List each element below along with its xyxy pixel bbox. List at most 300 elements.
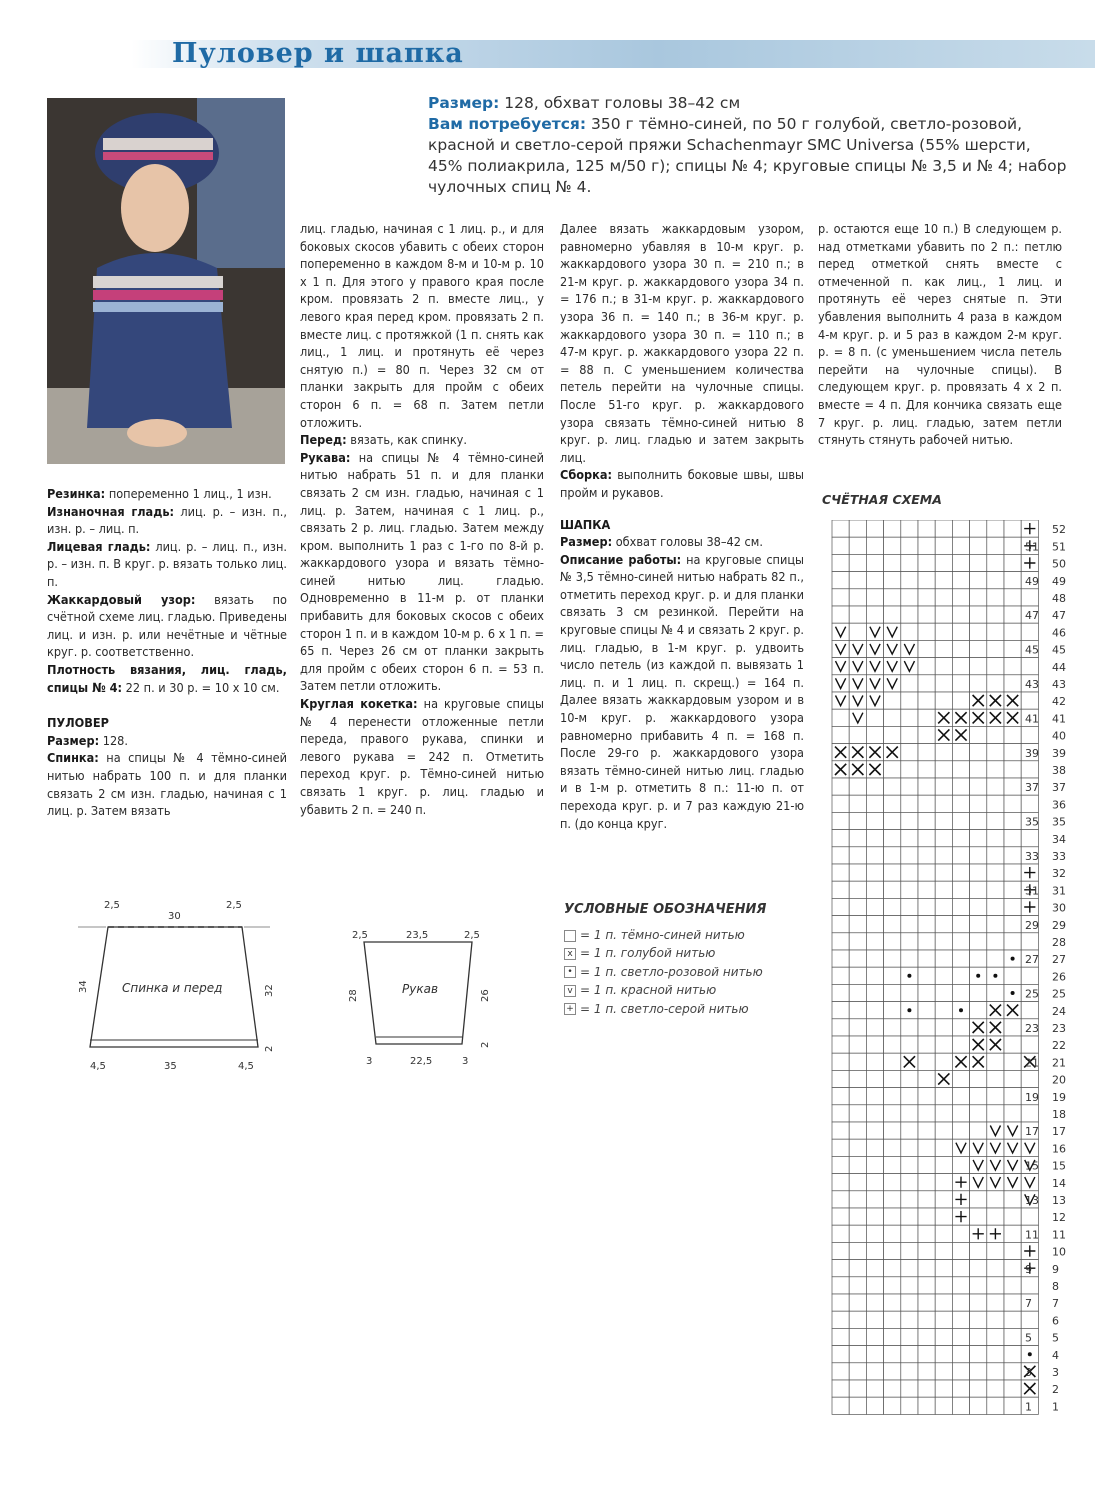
chart-cell — [970, 623, 987, 640]
chart-row-number: 14 — [1052, 1176, 1066, 1190]
chart-cell — [918, 881, 935, 898]
scheme-title: СЧЁТНАЯ СХЕМА — [822, 492, 942, 507]
chart-cell — [832, 1019, 849, 1036]
chart-cell — [970, 830, 987, 847]
chart-cell — [952, 675, 969, 692]
chart-cell — [918, 1208, 935, 1225]
chart-cell — [832, 554, 849, 571]
hat-desc-text: на круговые спицы № 3,5 тёмно-синей нитью набрать 82 п., отметить переход круг. р. и для планки связать 3 см резинкой. Перейти на круговые спицы № 4 и связать 2 круг. р. лиц. гладью, в 1-м круг. р. удвоить число петель (из каждой п. вывязать 1 лиц. п. и 1 лиц. п. скрещ.) = 164 п. Далее вязать жаккардовым узором и в 10-м круг. р. жаккардового узора равномерно прибавить 4 п. = 168 п. После 29-го р. жаккардового узора вязать тёмно-синей нитью лиц. гладью и в 1-м р. отметить 8 п.: 11-ю п. от перехода круг. р. и 7 раз каждую 21-ю п. (до конца круг. — [560, 551, 804, 831]
chart-cell — [1004, 1105, 1021, 1122]
chart-row-number: 33 — [1052, 850, 1066, 863]
chart-cell — [987, 830, 1004, 847]
chart-cell — [1004, 1088, 1021, 1105]
chart-cell — [884, 692, 901, 709]
dim-bot-right: 4,5 — [238, 1061, 254, 1072]
chart-row-number-inner: 27 — [1025, 953, 1039, 967]
purl-text: лиц. р. – изн. п., изн. р. – лиц. п. — [47, 503, 287, 537]
chart-row-number: 45 — [1052, 643, 1066, 657]
chart-cell — [832, 881, 849, 898]
chart-row-number-inner: 15 — [1025, 1159, 1039, 1173]
chart-row-number: 10 — [1052, 1245, 1066, 1259]
dim-bot-left: 4,5 — [90, 1061, 106, 1072]
chart-cell — [884, 1002, 901, 1019]
chart-row-number: 38 — [1052, 764, 1066, 777]
dim-sleeve-band: 2 — [480, 1041, 491, 1048]
chart-cell — [952, 1019, 969, 1036]
chart-cell — [918, 675, 935, 692]
chart-row-number: 43 — [1052, 678, 1066, 691]
chart-cell — [866, 1225, 883, 1242]
chart-cell — [918, 554, 935, 571]
chart-cell — [866, 1053, 883, 1070]
chart-cell — [970, 1311, 987, 1328]
chart-cell — [935, 1036, 952, 1053]
chart-cell — [884, 830, 901, 847]
chart-cell — [918, 1294, 935, 1311]
chart-cell — [918, 967, 935, 984]
knitting-chart — [820, 520, 1080, 1420]
chart-cell — [987, 675, 1004, 692]
rib-text: попеременно 1 лиц., 1 изн. — [108, 486, 272, 501]
chart-row-number: 25 — [1052, 987, 1066, 1001]
chart-cell — [1004, 623, 1021, 640]
chart-row-number-inner: 31 — [1025, 884, 1039, 898]
chart-cell — [901, 898, 918, 915]
chart-cell — [901, 778, 918, 795]
chart-cell — [918, 1036, 935, 1053]
chart-cell — [987, 1346, 1004, 1363]
chart-cell — [987, 1088, 1004, 1105]
chart-symbol-dot — [907, 1008, 911, 1012]
gauge-label: Плотность вязания, лиц. гладь, спицы № 4: — [47, 661, 287, 695]
chart-cell — [970, 1122, 987, 1139]
chart-cell — [866, 1363, 883, 1380]
chart-cell — [866, 967, 883, 984]
chart-cell — [901, 1174, 918, 1191]
chart-cell — [901, 520, 918, 537]
chart-cell — [849, 778, 866, 795]
chart-cell — [866, 1208, 883, 1225]
chart-cell — [849, 1156, 866, 1173]
chart-cell — [918, 847, 935, 864]
pullover-size-text: 128. — [102, 732, 128, 748]
chart-cell — [952, 916, 969, 933]
chart-cell — [987, 847, 1004, 864]
chart-row-number-inner: 5 — [1025, 1331, 1032, 1345]
chart-cell — [1004, 1019, 1021, 1036]
chart-cell — [884, 1328, 901, 1345]
chart-cell — [918, 1105, 935, 1122]
chart-cell — [849, 589, 866, 606]
dim-sleeve-top-left: 2,5 — [352, 930, 368, 941]
chart-cell — [918, 726, 935, 743]
chart-cell — [952, 881, 969, 898]
dim-sleeve-top-right: 2,5 — [464, 930, 480, 941]
chart-cell — [987, 520, 1004, 537]
chart-cell — [866, 1019, 883, 1036]
chart-cell — [918, 1191, 935, 1208]
chart-cell — [987, 658, 1004, 675]
chart-cell — [832, 1328, 849, 1345]
chart-cell — [901, 1105, 918, 1122]
assembly-text: выполнить боковые швы, швы пройм и рукавов. — [560, 467, 804, 500]
chart-cell — [952, 795, 969, 812]
chart-cell — [901, 933, 918, 950]
chart-cell — [935, 1294, 952, 1311]
chart-row-number-inner: 11 — [1025, 1228, 1039, 1242]
legend-item — [564, 926, 763, 944]
chart-symbol-dot — [1028, 1352, 1032, 1356]
chart-cell — [884, 881, 901, 898]
chart-cell — [1004, 554, 1021, 571]
chart-cell — [832, 1070, 849, 1087]
chart-cell — [1021, 761, 1038, 778]
chart-cell — [884, 1019, 901, 1036]
chart-cell — [901, 881, 918, 898]
chart-cell — [884, 1174, 901, 1191]
chart-cell — [987, 1294, 1004, 1311]
chart-cell — [866, 778, 883, 795]
chart-cell — [849, 1019, 866, 1036]
chart-cell — [884, 950, 901, 967]
chart-cell — [918, 1122, 935, 1139]
chart-cell — [970, 1346, 987, 1363]
chart-cell — [1004, 1311, 1021, 1328]
chart-cell — [901, 812, 918, 829]
chart-cell — [1004, 1208, 1021, 1225]
chart-cell — [987, 1328, 1004, 1345]
chart-cell — [884, 778, 901, 795]
chart-cell — [918, 795, 935, 812]
chart-cell — [918, 1311, 935, 1328]
chart-row-number: 20 — [1052, 1073, 1066, 1087]
chart-cell — [832, 726, 849, 743]
chart-cell — [884, 795, 901, 812]
legend-text: = 1 п. светло-серой нитью — [580, 1001, 749, 1016]
chart-cell — [987, 795, 1004, 812]
chart-cell — [952, 1105, 969, 1122]
chart-cell — [866, 881, 883, 898]
chart-cell — [832, 933, 849, 950]
dim-sleeve-bot-right: 3 — [462, 1056, 469, 1067]
chart-cell — [866, 606, 883, 623]
chart-cell — [935, 623, 952, 640]
pullover-size-label: Размер: — [47, 732, 100, 748]
chart-cell — [918, 1363, 935, 1380]
size-value: 128, обхват головы 38–42 см — [504, 94, 741, 112]
chart-row-number: 40 — [1052, 729, 1066, 743]
chart-cell — [952, 812, 969, 829]
chart-cell — [1004, 640, 1021, 657]
chart-cell — [1021, 623, 1038, 640]
materials-value: 350 г тёмно-синей, по 50 г голубой, светло-розовой, красной и светло-серой пряжи Schachenmayr SMC Universa (55% шерсти, 45% полиакрила, 125 м/50 г); спицы № 4; круговые спицы № 3,5 и № 4; набор чулочных спиц № 4. — [428, 115, 1067, 196]
dim-top-right: 2,5 — [226, 900, 242, 911]
stockinette-text: лиц. р. – лиц. п., изн. р. – изн. п. В круг. р. вязать только лиц. п. — [47, 538, 287, 589]
chart-cell — [952, 761, 969, 778]
chart-cell — [970, 726, 987, 743]
chart-cell — [935, 1122, 952, 1139]
materials-label: Вам потребуется: — [428, 115, 587, 133]
chart-cell — [970, 1088, 987, 1105]
chart-cell — [987, 1277, 1004, 1294]
chart-cell — [849, 1174, 866, 1191]
chart-row-number: 12 — [1052, 1211, 1066, 1225]
chart-cell — [935, 1346, 952, 1363]
chart-cell — [987, 640, 1004, 657]
chart-cell — [1004, 761, 1021, 778]
chart-cell — [987, 778, 1004, 795]
chart-cell — [918, 1174, 935, 1191]
chart-cell — [866, 1139, 883, 1156]
chart-cell — [849, 795, 866, 812]
chart-cell — [832, 830, 849, 847]
chart-cell — [832, 1208, 849, 1225]
chart-cell — [901, 726, 918, 743]
chart-cell — [849, 812, 866, 829]
chart-cell — [952, 537, 969, 554]
chart-cell — [935, 967, 952, 984]
chart-row-number: 15 — [1052, 1159, 1066, 1173]
chart-cell — [866, 520, 883, 537]
chart-cell — [832, 1088, 849, 1105]
chart-cell — [901, 675, 918, 692]
chart-cell — [884, 709, 901, 726]
chart-cell — [901, 709, 918, 726]
chart-cell — [832, 572, 849, 589]
chart-cell — [918, 1242, 935, 1259]
chart-cell — [901, 1225, 918, 1242]
chart-cell — [901, 537, 918, 554]
chart-cell — [901, 623, 918, 640]
chart-cell — [1021, 1036, 1038, 1053]
chart-cell — [866, 1294, 883, 1311]
chart-cell — [970, 1363, 987, 1380]
chart-cell — [1004, 847, 1021, 864]
chart-cell — [901, 572, 918, 589]
chart-row-number: 32 — [1052, 867, 1066, 881]
chart-cell — [952, 1346, 969, 1363]
legend-item — [564, 981, 763, 999]
chart-cell — [884, 1242, 901, 1259]
chart-cell — [832, 1036, 849, 1053]
legend-text: = 1 п. голубой нитью — [580, 946, 716, 961]
chart-cell — [935, 1053, 952, 1070]
chart-cell — [884, 572, 901, 589]
chart-cell — [987, 1070, 1004, 1087]
chart-cell — [970, 554, 987, 571]
chart-cell — [935, 984, 952, 1001]
chart-row-number-inner: 47 — [1025, 609, 1039, 623]
chart-row-number-inner: 25 — [1025, 987, 1039, 1001]
chart-cell — [918, 1277, 935, 1294]
chart-cell — [884, 1139, 901, 1156]
chart-cell — [901, 744, 918, 761]
chart-cell — [866, 898, 883, 915]
column-3 — [560, 220, 804, 832]
chart-cell — [866, 812, 883, 829]
chart-cell — [884, 761, 901, 778]
assembly-label: Сборка: — [560, 467, 612, 483]
chart-cell — [884, 967, 901, 984]
chart-cell — [884, 1105, 901, 1122]
chart-cell — [970, 675, 987, 692]
chart-cell — [970, 640, 987, 657]
chart-cell — [918, 640, 935, 657]
yoke-label: Круглая кокетка: — [300, 696, 418, 712]
chart-cell — [970, 1260, 987, 1277]
intro-block — [428, 93, 1068, 198]
chart-cell — [987, 1191, 1004, 1208]
chart-row-number: 19 — [1052, 1090, 1066, 1104]
chart-cell — [866, 950, 883, 967]
chart-cell — [901, 1036, 918, 1053]
chart-cell — [832, 1346, 849, 1363]
chart-cell — [952, 554, 969, 571]
chart-cell — [952, 1363, 969, 1380]
chart-cell — [832, 589, 849, 606]
chart-cell — [952, 847, 969, 864]
chart-row-number: 36 — [1052, 798, 1066, 812]
chart-row-number: 51 — [1052, 540, 1066, 554]
chart-cell — [1004, 881, 1021, 898]
chart-row-number: 3 — [1052, 1366, 1059, 1379]
chart-cell — [884, 1294, 901, 1311]
chart-row-number: 23 — [1052, 1022, 1066, 1035]
chart-row-number: 2 — [1052, 1383, 1059, 1397]
chart-cell — [970, 812, 987, 829]
chart-cell — [1004, 795, 1021, 812]
chart-cell — [987, 950, 1004, 967]
chart-symbol-dot — [976, 974, 980, 978]
chart-cell — [952, 1294, 969, 1311]
chart-row-number: 35 — [1052, 815, 1066, 829]
chart-cell — [952, 589, 969, 606]
chart-cell — [918, 1328, 935, 1345]
chart-cell — [901, 1328, 918, 1345]
chart-cell — [935, 1328, 952, 1345]
chart-cell — [970, 847, 987, 864]
chart-cell — [952, 967, 969, 984]
chart-cell — [918, 950, 935, 967]
chart-cell — [935, 554, 952, 571]
chart-cell — [970, 1328, 987, 1345]
chart-cell — [849, 537, 866, 554]
chart-cell — [918, 744, 935, 761]
chart-cell — [832, 1260, 849, 1277]
jacquard-label: Жаккардовый узор: — [47, 591, 196, 607]
legend-symbol-empty — [564, 930, 576, 942]
dim-sleeve-bot-mid: 22,5 — [410, 1056, 433, 1067]
chart-symbol-dot — [1011, 957, 1015, 961]
chart-cell — [935, 1380, 952, 1397]
chart-cell — [952, 1242, 969, 1259]
chart-row-number: 30 — [1052, 901, 1066, 915]
chart-cell — [970, 589, 987, 606]
hat-continued-text: р. остаются еще 10 п.) В следующем р. над отметками убавить по 2 п.: петлю перед отметкой снять вместе с отмеченной п. как лиц., 1 лиц. и протянуть её через снятые п. Эти убавления выполнить 4 раза в каждом 4-м круг. р. и 5 раз в каждом 2-м круг. р. = 8 п. (с уменьшением числа петель перейти на чулочные спицы). В следующем круг. р. провязать 4 x 2 п. вместе = 4 п. Для кончика связать еще 7 круг. р. лиц. гладью, затем петли стянуть стянуть рабочей нитью. — [818, 221, 1062, 448]
chart-cell — [866, 1191, 883, 1208]
chart-cell — [987, 1363, 1004, 1380]
chart-cell — [901, 1242, 918, 1259]
chart-cell — [918, 1053, 935, 1070]
chart-row-number: 37 — [1052, 781, 1066, 795]
chart-row-number-inner: 49 — [1025, 574, 1039, 588]
chart-cell — [832, 864, 849, 881]
chart-cell — [901, 1397, 918, 1414]
legend-title: УСЛОВНЫЕ ОБОЗНАЧЕНИЯ — [564, 902, 767, 917]
chart-cell — [884, 1380, 901, 1397]
chart-cell — [1004, 1191, 1021, 1208]
chart-cell — [918, 1260, 935, 1277]
chart-cell — [849, 967, 866, 984]
photo-illustration — [47, 98, 285, 464]
chart-row-number-inner: 41 — [1025, 712, 1039, 726]
jacquard-text: вязать по счётной схеме лиц. гладью. Приведены лиц. и изн. р. или нечётные и чётные круг. р. соответственно. — [47, 591, 287, 660]
chart-row-number-inner: 3 — [1025, 1366, 1032, 1379]
chart-cell — [1004, 830, 1021, 847]
chart-row-number: 26 — [1052, 970, 1066, 984]
chart-cell — [952, 744, 969, 761]
chart-cell — [987, 744, 1004, 761]
chart-cell — [1021, 589, 1038, 606]
chart-cell — [952, 1070, 969, 1087]
chart-row-number: 50 — [1052, 557, 1066, 571]
pullover-heading: ПУЛОВЕР — [47, 715, 109, 731]
chart-cell — [832, 1002, 849, 1019]
legend-symbol-v: v — [564, 985, 576, 997]
dim-band: 2 — [264, 1045, 275, 1052]
chart-cell — [1004, 1260, 1021, 1277]
chart-row-number-inner: 39 — [1025, 746, 1039, 760]
chart-cell — [935, 744, 952, 761]
chart-cell — [935, 898, 952, 915]
sleeve-text: на спицы № 4 тёмно-синей нитью набрать 51 п. и для планки связать 2 см изн. гладью, начиная с 1 лиц. р. Затем, начиная с 1 лиц. р., связать 2 р. лиц. гладью. Затем между кром. выполнить 1 раз с 1-го по 8-й р. жаккардового узора и вязать тёмно-синей нитью лиц. гладью. Одновременно в 11-м р. от планки прибавить для боковых скосов с обеих сторон 1 п. и в каждом 10-м р. 6 x 1 п. = 65 п. Через 26 см от планки закрыть для пройм с обеих сторон 6 п. = 53 п. Затем петли отложить. — [300, 449, 544, 694]
chart-cell — [866, 1156, 883, 1173]
chart-cell — [970, 1277, 987, 1294]
chart-cell — [918, 589, 935, 606]
chart-cell — [952, 692, 969, 709]
chart-row-number: 22 — [1052, 1039, 1066, 1053]
chart-cell — [832, 1139, 849, 1156]
chart-cell — [901, 950, 918, 967]
chart-cell — [849, 1380, 866, 1397]
chart-cell — [884, 1156, 901, 1173]
back-continued-text: лиц. гладью, начиная с 1 лиц. р., и для боковых скосов убавить с обеих сторон попеременно в каждом 8-м и 10-м р. 10 x 1 п. Для этого у правого края после кром. провязать 2 п. вместе лиц., у левого края перед кром. провязать 2 п. вместе лиц. с протяжкой (1 п. снять как лиц., 1 лиц. и протянуть её через снятую п.) = 80 п. Через 32 см от планки закрыть для пройм с обеих сторон 6 п. = 68 п. Затем петли отложить. — [300, 221, 544, 430]
chart-cell — [832, 898, 849, 915]
chart-cell — [952, 898, 969, 915]
chart-row-number: 17 — [1052, 1125, 1066, 1139]
chart-cell — [987, 1208, 1004, 1225]
chart-cell — [987, 1242, 1004, 1259]
chart-cell — [849, 1088, 866, 1105]
chart-cell — [849, 898, 866, 915]
column-1 — [47, 485, 287, 820]
chart-row-number: 18 — [1052, 1108, 1066, 1121]
chart-cell — [901, 589, 918, 606]
chart-cell — [849, 1346, 866, 1363]
chart-row-number-inner: 35 — [1025, 815, 1039, 829]
chart-cell — [884, 1191, 901, 1208]
chart-cell — [952, 933, 969, 950]
chart-row-number-inner: 43 — [1025, 678, 1039, 691]
chart-cell — [987, 726, 1004, 743]
chart-cell — [1004, 967, 1021, 984]
chart-cell — [901, 1380, 918, 1397]
chart-cell — [918, 572, 935, 589]
chart-cell — [970, 1002, 987, 1019]
chart-cell — [866, 1088, 883, 1105]
column-4 — [818, 220, 1062, 449]
chart-cell — [1004, 1294, 1021, 1311]
